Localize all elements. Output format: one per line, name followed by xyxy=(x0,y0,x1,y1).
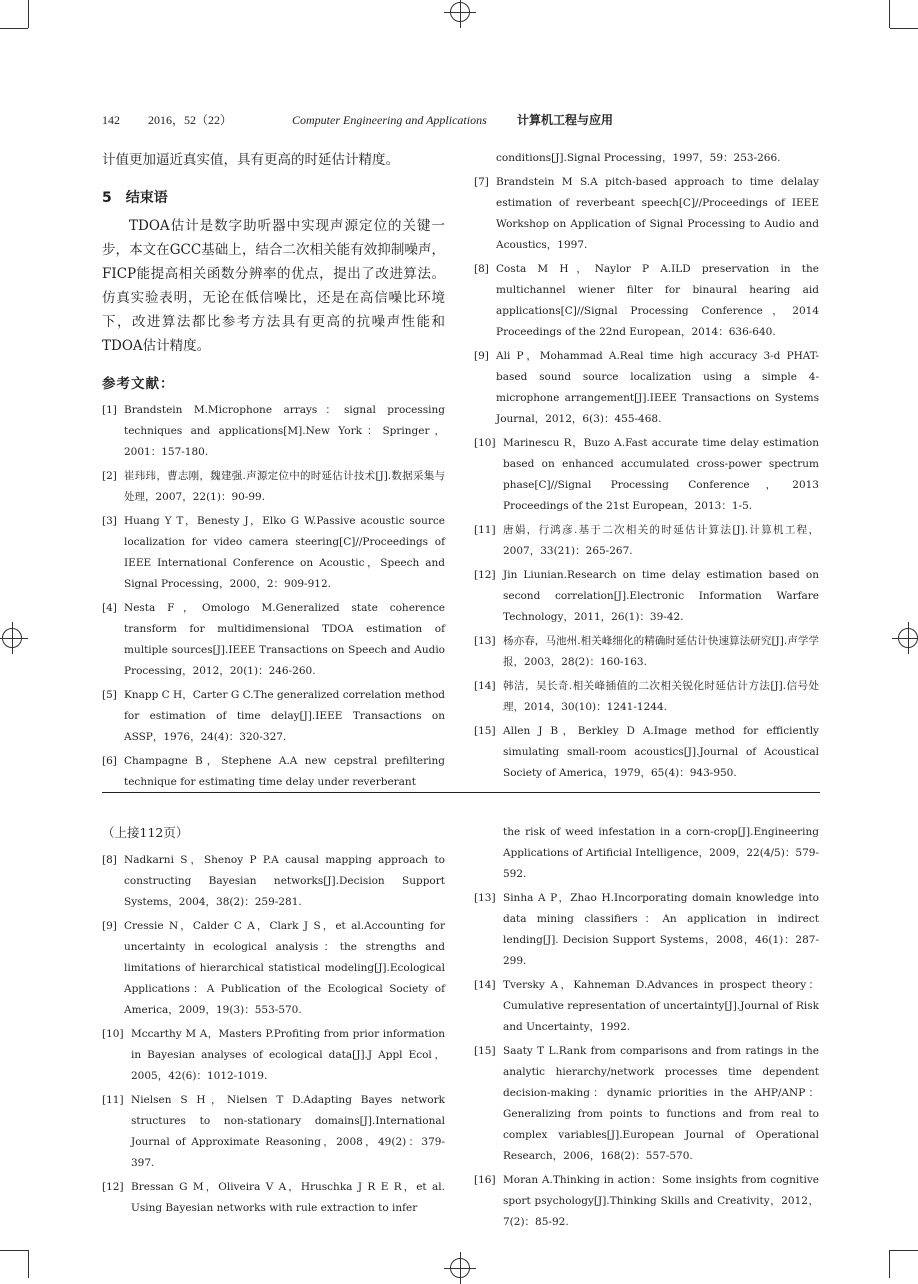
conclusion-paragraph: TDOA估计是数字助听器中实现声源定位的关键一步，本文在GCC基础上，结合二次相关能有效抑制噪声，FICP能提高相关函数分辨率的优点，提出了改进算法。仿真实验表明，无论在低信噪比，还是在高信噪比环境下，改进算法都比参考方法具有更高的抗噪声性能和TDOA估计精度。 xyxy=(102,218,445,354)
registration-mark-top xyxy=(450,2,470,22)
continued-from-note: （上接112页） xyxy=(102,825,189,840)
reference-list-top-left xyxy=(102,400,445,793)
reference-number: [16] xyxy=(474,1174,496,1186)
crop-mark-top-left-h xyxy=(0,28,28,29)
reference-number: [8] xyxy=(102,854,117,866)
reference-item xyxy=(102,1024,445,1087)
reference-item xyxy=(474,520,819,562)
reference-text: Brandstein M S.A pitch-based approach to time delalay estimation of reverbeant speech[C]//Proceedings of IEEE Workshop on Application of Signal Processing to Audio and Acoustics，1997. xyxy=(496,176,819,251)
reference-text: Ali P，Mohammad A.Real time high accuracy 3-d PHAT-based sound source localization using a simple 4-microphone arrangement[J].IEEE Transactions on Systems Journal，2012，6(3)：455-468. xyxy=(496,350,819,425)
bottom-left-column xyxy=(102,822,445,1222)
references-heading: 参考文献： xyxy=(102,376,175,392)
reference-item xyxy=(102,400,445,463)
article-divider xyxy=(102,792,820,793)
reference-text: Cressie N，Calder C A，Clark J S，et al.Accounting for uncertainty in ecological analysis：the strengths and limitations of hierarchical statistical modeling[J].Ecological Applications：A Publication of the Ecological Society of America，2009，19(3)：553-570. xyxy=(124,920,445,1016)
reference-text: Bressan G M，Oliveira V A，Hruschka J R E R，et al. Using Bayesian networks with rule extraction to infer xyxy=(131,1181,445,1214)
intro-line: 计值更加逼近真实值，具有更高的时延估计精度。 xyxy=(102,152,399,168)
reference-text: Champagne B，Stephene A.A new cepstral prefiltering technique for estimating time delay under reverberant xyxy=(124,755,445,788)
reference-number: [7] xyxy=(474,176,489,188)
reference-text: Tversky A，Kahneman D.Advances in prospect theory：Cumulative representation of uncertainty[J].Journal of Risk and Uncertainty，1992. xyxy=(503,979,819,1033)
reference-list-bottom-left xyxy=(102,850,445,1219)
reference-item xyxy=(102,1177,445,1219)
crop-mark-top-right-v xyxy=(889,0,890,28)
reference-item xyxy=(102,751,445,793)
reference-text: Saaty T L.Rank from comparisons and from ratings in the analytic hierarchy/network processes time dependent decision-making：dynamic priorities in the AHP/ANP：Generalizing from points to functions and from real to complex variables[J].European Journal of Operational Research，2006，168(2)：557-570. xyxy=(503,1045,819,1162)
reference-number: [15] xyxy=(474,725,496,737)
reference-text: Brandstein M.Microphone arrays：signal processing techniques and applications[M].New York：Springer，2001：157-180. xyxy=(124,404,445,458)
reference-item xyxy=(474,259,819,343)
reference-item xyxy=(474,721,819,784)
reference-number: [6] xyxy=(102,755,117,767)
reference-number: [13] xyxy=(474,635,496,647)
reference-continuation xyxy=(474,822,819,885)
reference-number: [13] xyxy=(474,892,496,904)
reference-text: 韩洁，吴长奇.相关峰插值的二次相关锐化时延估计方法[J].信号处理，2014，30(10)：1241-1244. xyxy=(503,680,819,713)
reference-number: [3] xyxy=(102,515,117,527)
reference-item xyxy=(474,565,819,628)
crop-mark-bottom-right-v xyxy=(889,1250,890,1278)
reference-item xyxy=(102,511,445,595)
registration-mark-left xyxy=(2,628,22,648)
reference-number: [12] xyxy=(102,1181,124,1193)
reference-number: [11] xyxy=(102,1094,124,1106)
reference-number: [12] xyxy=(474,569,496,581)
reference-list-top-right xyxy=(474,148,819,784)
reference-text: Costa M H，Naylor P A.ILD preservation in the multichannel wiener filter for binaural hearing aid applications[C]//Signal Processing Conference，2014 Proceedings of the 22nd European，2014：636-640. xyxy=(496,263,819,338)
journal-title-en: Computer Engineering and Applications xyxy=(292,113,487,127)
reference-number: [2] xyxy=(102,470,117,482)
reference-item xyxy=(474,1041,819,1167)
reference-item xyxy=(474,433,819,517)
reference-text: Knapp C H，Carter G C.The generalized correlation method for estimation of time delay[J].IEEE Transactions on ASSP，1976，24(4)：320-327. xyxy=(124,689,445,743)
top-right-column xyxy=(474,148,819,787)
reference-text: Huang Y T，Benesty J，Elko G W.Passive acoustic source localization for video camera steering[C]//Proceedings of IEEE International Conference on Acoustic，Speech and Signal Processing，2000，2：909-912. xyxy=(124,515,445,590)
reference-item xyxy=(102,916,445,1021)
crop-mark-top-right-h xyxy=(890,28,918,29)
reference-number: [14] xyxy=(474,680,496,692)
reference-list-bottom-right xyxy=(474,822,819,1233)
reference-number: [5] xyxy=(102,689,117,701)
crop-mark-top-left-v xyxy=(28,0,29,28)
reference-number: [9] xyxy=(102,920,117,932)
reference-text: Marinescu R，Buzo A.Fast accurate time delay estimation based on enhanced accumulated cross-power spectrum phase[C]//Signal Processing Conference，2013 Proceedings of the 21st European，2013：1-5. xyxy=(503,437,819,512)
reference-text: Nielsen S H，Nielsen T D.Adapting Bayes network structures to non-stationary domains[J].International Journal of Approximate Reasoning，2008，49(2)：379-397. xyxy=(131,1094,445,1169)
reference-item xyxy=(474,888,819,972)
reference-item xyxy=(102,466,445,508)
reference-number: [1] xyxy=(102,404,117,416)
reference-number: [4] xyxy=(102,602,117,614)
crop-mark-bottom-left-v xyxy=(28,1250,29,1278)
reference-text: Nesta F，Omologo M.Generalized state coherence transform for multidimensional TDOA estimation of multiple sources[J].IEEE Transactions on Speech and Audio Processing，2012，20(1)：246-260. xyxy=(124,602,445,677)
page-number: 142 xyxy=(102,113,120,127)
reference-number: [10] xyxy=(102,1028,124,1040)
reference-text: 唐娟，行鸿彦.基于二次相关的时延估计算法[J].计算机工程，2007，33(21)：265-267. xyxy=(503,524,819,557)
reference-text: Jin Liunian.Research on time delay estimation based on second correlation[J].Electronic Information Warfare Technology，2011，26(1)：39-42. xyxy=(503,569,819,623)
top-left-column xyxy=(102,148,445,796)
reference-number: [15] xyxy=(474,1045,496,1057)
reference-item xyxy=(474,975,819,1038)
registration-mark-bottom xyxy=(450,1258,470,1278)
reference-item xyxy=(102,850,445,913)
journal-title-cn: 计算机工程与应用 xyxy=(517,113,614,127)
reference-item xyxy=(474,676,819,718)
reference-item xyxy=(474,1170,819,1233)
reference-text: 崔玮玮，曹志刚，魏建强.声源定位中的时延估计技术[J].数据采集与处理，2007，22(1)：90-99. xyxy=(124,470,445,503)
reference-item xyxy=(102,685,445,748)
reference-item xyxy=(102,598,445,682)
issue-info: 2016，52（22） xyxy=(148,113,233,127)
reference-number: [9] xyxy=(474,350,489,362)
reference-text: Mccarthy M A，Masters P.Profiting from prior information in Bayesian analyses of ecological data[J].J Appl Ecol，2005，42(6)：1012-1019. xyxy=(131,1028,445,1082)
reference-item xyxy=(474,346,819,430)
reference-item xyxy=(474,631,819,673)
reference-text: Nadkarni S，Shenoy P P.A causal mapping approach to constructing Bayesian networks[J].Decision Support Systems，2004，38(2)：259-281. xyxy=(124,854,445,908)
reference-number: [10] xyxy=(474,437,496,449)
running-header xyxy=(102,111,820,131)
reference-text: conditions[J].Signal Processing，1997，59：253-266. xyxy=(496,152,781,164)
crop-mark-bottom-right-h xyxy=(890,1250,918,1251)
reference-number: [11] xyxy=(474,524,496,536)
reference-continuation xyxy=(474,148,819,169)
reference-text: 杨亦春，马池州.相关峰细化的精确时延估计快速算法研究[J].声学学报，2003，28(2)：160-163. xyxy=(503,635,819,668)
reference-text: Sinha A P，Zhao H.Incorporating domain knowledge into data mining classifiers：An application in indirect lending[J]. Decision Support Systems，2008，46(1)：287-299. xyxy=(503,892,819,967)
reference-number: [8] xyxy=(474,263,489,275)
reference-item xyxy=(474,172,819,256)
crop-mark-bottom-left-h xyxy=(0,1250,28,1251)
reference-number: [14] xyxy=(474,979,496,991)
bottom-right-column xyxy=(474,822,819,1236)
registration-mark-right xyxy=(898,628,918,648)
section-heading-conclusion: 5 结束语 xyxy=(102,190,168,206)
reference-text: the risk of weed infestation in a corn-crop[J].Engineering Applications of Artificial Intelligence，2009，22(4/5)：579-592. xyxy=(503,826,819,880)
reference-text: Allen J B，Berkley D A.Image method for efficiently simulating small-room acoustics[J].Journal of Acoustical Society of America，1979，65(4)：943-950. xyxy=(503,725,819,779)
reference-item xyxy=(102,1090,445,1174)
reference-text: Moran A.Thinking in action：Some insights from cognitive sport psychology[J].Thinking Skills and Creativity，2012，7(2)：85-92. xyxy=(503,1174,819,1228)
